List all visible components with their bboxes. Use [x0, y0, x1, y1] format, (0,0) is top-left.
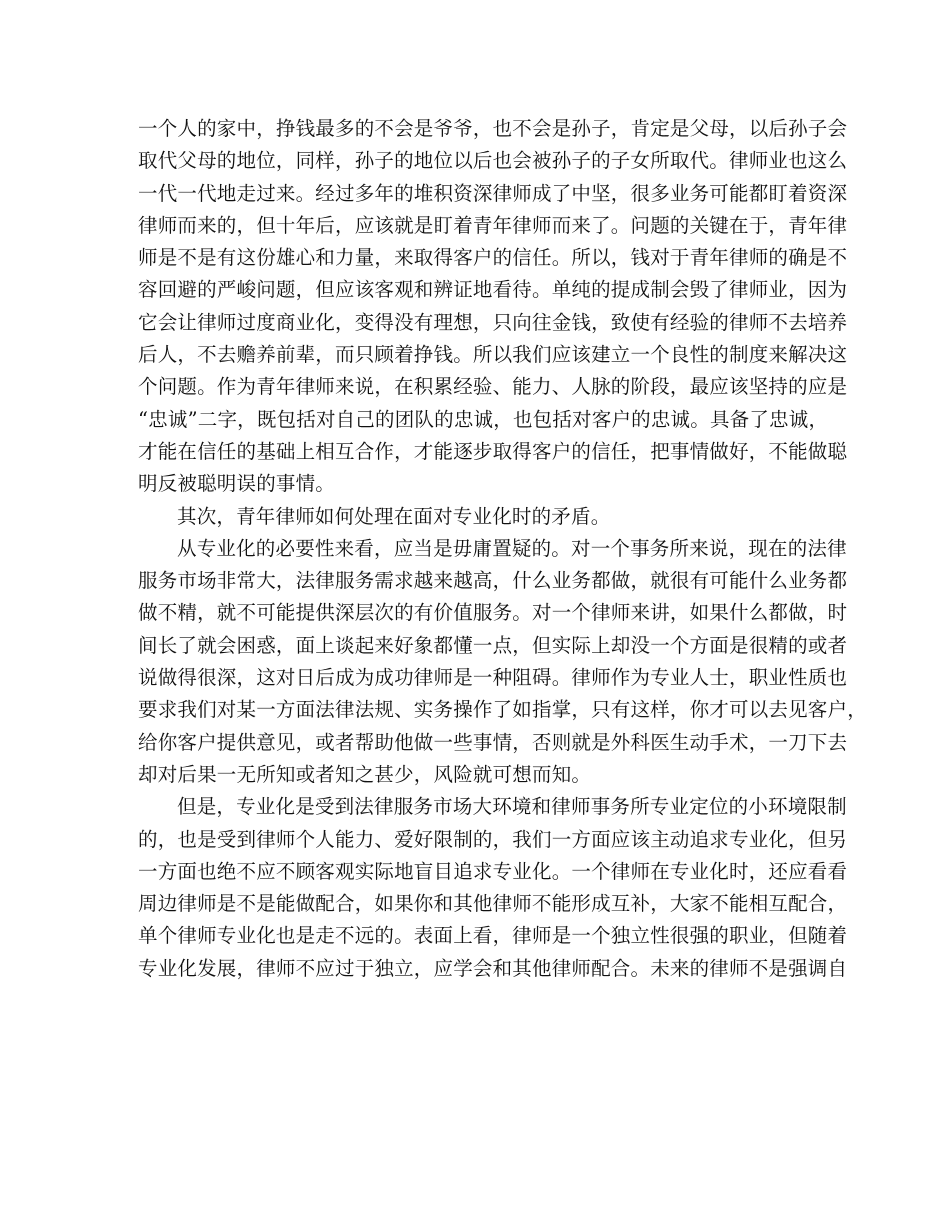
- text-line: 一代一代地走过来。经过多年的堆积资深律师成了中坚，很多业务可能都盯着资深: [138, 181, 848, 205]
- text-line: 专业化发展，律师不应过于独立，应学会和其他律师配合。未来的律师不是强调自: [138, 956, 848, 980]
- text-line: 服务市场非常大，法律服务需求越来越高，什么业务都做，就很有可能什么业务都: [138, 569, 848, 593]
- text-line: 律师而来的，但十年后，应该就是盯着青年律师而来了。问题的关键在于，青年律: [138, 213, 848, 237]
- text-line: 却对后果一无所知或者知之甚少，风险就可想而知。: [138, 762, 592, 786]
- text-line: 单个律师专业化也是走不远的。表面上看，律师是一个独立性很强的职业，但随着: [138, 924, 848, 948]
- text-line: 才能在信任的基础上相互合作，才能逐步取得客户的信任，把事情做好，不能做聪: [138, 439, 848, 463]
- text-line: 个问题。作为青年律师来说，在积累经验、能力、人脉的阶段，最应该坚持的应是: [138, 375, 848, 399]
- text-line: 的，也是受到律师个人能力、爱好限制的，我们一方面应该主动追求专业化，但另: [138, 827, 848, 851]
- paragraph: [138, 113, 848, 501]
- paragraph: [138, 791, 848, 985]
- paragraph: [138, 501, 814, 533]
- text-line: 但是，专业化是受到法律服务市场大环境和律师事务所专业定位的小环境限制: [177, 795, 847, 819]
- text-line: 做不精，就不可能提供深层次的有价值服务。对一个律师来讲，如果什么都做，时: [138, 601, 848, 625]
- text-line: 其次，青年律师如何处理在面对专业化时的矛盾。: [177, 504, 611, 528]
- text-line: 师是不是有这份雄心和力量，来取得客户的信任。所以，钱对于青年律师的确是不: [138, 246, 848, 270]
- document-page: [138, 113, 867, 985]
- text-line: 间长了就会困惑，面上谈起来好象都懂一点，但实际上却没一个方面是很精的或者: [138, 633, 848, 657]
- text-line: 容回避的严峻问题，但应该客观和辨证地看待。单纯的提成制会毁了律师业，因为: [138, 278, 848, 302]
- text-line: 明反被聪明误的事情。: [138, 472, 336, 496]
- text-line: 一个人的家中，挣钱最多的不会是爷爷，也不会是孙子，肯定是父母，以后孙子会: [138, 117, 848, 140]
- text-line: 给你客户提供意见，或者帮助他做一些事情，否则就是外科医生动手术，一刀下去: [138, 730, 848, 754]
- text-line: 周边律师是不是能做配合，如果你和其他律师不能形成互补，大家不能相互配合，: [138, 892, 848, 916]
- text-line: 一方面也绝不应不顾客观实际地盲目追求专业化。一个律师在专业化时，还应看看: [138, 859, 848, 883]
- text-line: 从专业化的必要性来看，应当是毋庸置疑的。对一个事务所来说，现在的法律: [177, 536, 847, 560]
- text-line: 它会让律师过度商业化，变得没有理想，只向往金钱，致使有经验的律师不去培养: [138, 310, 848, 334]
- text-line: 后人，不去赡养前辈，而只顾着挣钱。所以我们应该建立一个良性的制度来解决这: [138, 343, 848, 367]
- paragraph: [138, 533, 867, 791]
- text-line: 说做得很深，这对日后成为成功律师是一种阻碍。律师作为专业人士，职业性质也: [138, 666, 848, 690]
- text-line: 要求我们对某一方面法律法规、实务操作了如指掌，只有这样，你才可以去见客户，: [138, 698, 867, 722]
- text-line: “忠诚”二字，既包括对自己的团队的忠诚，也包括对客户的忠诚。具备了忠诚，: [138, 407, 829, 431]
- text-line: 取代父母的地位，同样，孙子的地位以后也会被孙子的子女所取代。律师业也这么: [138, 149, 848, 173]
